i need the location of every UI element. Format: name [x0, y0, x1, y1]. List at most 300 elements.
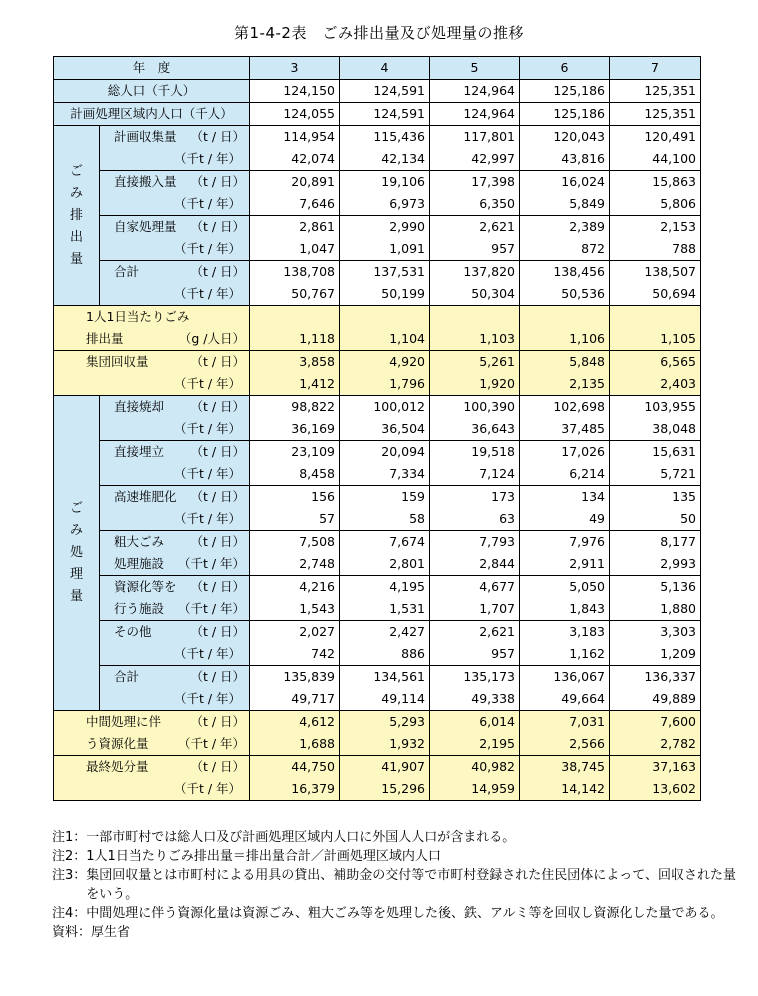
row-name: 集団回収量 — [86, 354, 149, 369]
table-cell: 136,067 — [520, 666, 610, 689]
row-label-cell — [100, 418, 250, 441]
row-unit: （g /人日） — [178, 331, 246, 346]
row-name: 行う施設 — [114, 601, 165, 616]
table-cell: 173 — [430, 486, 520, 509]
table-cell: 42,134 — [340, 148, 430, 171]
table-cell: 125,351 — [610, 80, 701, 103]
table-cell: 7,334 — [340, 463, 430, 486]
row-name: 高速堆肥化 — [114, 489, 177, 504]
table-cell: 7,124 — [430, 463, 520, 486]
row-unit: （t / 日） — [190, 399, 246, 414]
row-name: 直接焼却 — [114, 399, 165, 414]
table-cell: 135 — [610, 486, 701, 509]
table-row — [54, 261, 701, 284]
row-name: 合計 — [114, 669, 140, 684]
group-char: ご — [69, 501, 83, 516]
row-name: 粗大ごみ — [114, 534, 165, 549]
table-cell: 1,412 — [250, 373, 340, 396]
row-label — [104, 598, 245, 620]
table-cell: 3,183 — [520, 621, 610, 644]
row-label-cell — [100, 396, 250, 419]
row-unit: （t / 日） — [190, 579, 246, 594]
note-text: 厚生省 — [91, 925, 131, 940]
table-cell: 1,047 — [250, 238, 340, 261]
row-label — [58, 711, 245, 733]
table-row — [54, 103, 701, 126]
group-char: み — [69, 185, 83, 201]
table-cell: 3,303 — [610, 621, 701, 644]
table-cell: 1,162 — [520, 643, 610, 666]
row-label — [104, 553, 245, 575]
table-cell: 2,993 — [610, 553, 701, 576]
table-cell: 15,863 — [610, 171, 701, 194]
table-cell: 2,844 — [430, 553, 520, 576]
row-unit: （千t / 年） — [173, 646, 242, 661]
row-unit: （千t / 年） — [173, 781, 242, 796]
table-cell: 8,177 — [610, 531, 701, 554]
table-row — [54, 171, 701, 194]
table-row — [54, 441, 701, 464]
table-cell: 44,100 — [610, 148, 701, 171]
group-label — [54, 396, 100, 711]
table-cell: 6,014 — [430, 711, 520, 734]
waste-table — [53, 56, 701, 801]
table-cell: 49 — [520, 508, 610, 531]
table-row — [54, 126, 701, 149]
table-row — [54, 598, 701, 621]
row-unit: （千t / 年） — [173, 241, 242, 256]
row-unit: （t / 日） — [190, 354, 246, 369]
table-cell: 6,214 — [520, 463, 610, 486]
row-label-cell — [54, 733, 250, 756]
row-unit: （t / 日） — [190, 534, 246, 549]
group-char: 量 — [69, 251, 83, 267]
header-row — [54, 57, 701, 80]
table-cell — [430, 306, 520, 329]
note-item — [52, 866, 742, 904]
table-row — [54, 486, 701, 509]
table-cell: 124,964 — [430, 80, 520, 103]
row-name: 自家処理量 — [114, 219, 177, 234]
row-unit: （千t / 年） — [177, 601, 246, 616]
table-cell: 4,677 — [430, 576, 520, 599]
table-cell: 136,337 — [610, 666, 701, 689]
table-cell: 957 — [430, 238, 520, 261]
row-label-cell — [54, 756, 250, 779]
row-label-cell — [100, 531, 250, 554]
table-cell: 1,688 — [250, 733, 340, 756]
table-cell: 134 — [520, 486, 610, 509]
row-label-cell — [54, 711, 250, 734]
table-cell: 138,708 — [250, 261, 340, 284]
table-row — [54, 733, 701, 756]
header-year: 4 — [340, 57, 430, 80]
table-cell: 2,027 — [250, 621, 340, 644]
table-cell: 49,664 — [520, 688, 610, 711]
group-char: み — [69, 523, 83, 538]
table-cell: 156 — [250, 486, 340, 509]
table-cell: 42,074 — [250, 148, 340, 171]
note-text: 1人1日当たりごみ排出量＝排出量合計／計画処理区域内人口 — [86, 849, 441, 864]
table-cell: 37,485 — [520, 418, 610, 441]
table-cell: 125,186 — [520, 103, 610, 126]
table-cell: 135,173 — [430, 666, 520, 689]
table-cell: 8,458 — [250, 463, 340, 486]
table-cell: 43,816 — [520, 148, 610, 171]
row-label-cell — [100, 283, 250, 306]
table-cell — [520, 306, 610, 329]
note-key: 注4： — [52, 906, 87, 921]
table-cell: 100,012 — [340, 396, 430, 419]
note-item — [52, 904, 742, 923]
row-label — [104, 666, 245, 688]
table-cell: 50,767 — [250, 283, 340, 306]
row-name: 直接埋立 — [114, 444, 165, 459]
table-cell: 7,646 — [250, 193, 340, 216]
table-cell: 2,990 — [340, 216, 430, 239]
table-cell: 14,142 — [520, 778, 610, 801]
table-cell: 5,848 — [520, 351, 610, 374]
table-row — [54, 396, 701, 419]
table-cell: 20,891 — [250, 171, 340, 194]
table-cell: 1,843 — [520, 598, 610, 621]
table-cell: 1,531 — [340, 598, 430, 621]
table-cell: 2,566 — [520, 733, 610, 756]
table-row — [54, 306, 701, 329]
row-label — [104, 621, 245, 643]
row-unit: （千t / 年） — [173, 466, 242, 481]
table-cell: 135,839 — [250, 666, 340, 689]
row-label — [104, 531, 245, 553]
note-item — [52, 847, 742, 866]
row-unit: （t / 日） — [190, 489, 246, 504]
row-label — [104, 396, 245, 418]
row-unit: （t / 日） — [190, 624, 246, 639]
table-cell: 6,973 — [340, 193, 430, 216]
table-cell: 41,907 — [340, 756, 430, 779]
table-cell: 5,806 — [610, 193, 701, 216]
row-label-cell — [100, 666, 250, 689]
note-item — [52, 828, 742, 847]
table-row — [54, 553, 701, 576]
table-cell: 2,861 — [250, 216, 340, 239]
row-label — [104, 171, 245, 193]
table-cell: 137,531 — [340, 261, 430, 284]
row-unit: （千t / 年） — [177, 556, 246, 571]
row-label-cell — [100, 643, 250, 666]
row-label-cell — [54, 328, 250, 351]
table-cell: 7,793 — [430, 531, 520, 554]
row-label-cell — [100, 576, 250, 599]
row-name: その他 — [114, 624, 152, 639]
row-unit: （t / 日） — [190, 669, 246, 684]
table-cell — [250, 306, 340, 329]
table-cell: 42,997 — [430, 148, 520, 171]
table-cell: 15,631 — [610, 441, 701, 464]
row-label-cell — [100, 193, 250, 216]
table-cell: 57 — [250, 508, 340, 531]
note-key: 注1： — [52, 830, 87, 845]
table-cell: 2,801 — [340, 553, 430, 576]
row-label-cell — [100, 508, 250, 531]
table-row — [54, 418, 701, 441]
row-label — [58, 756, 245, 778]
table-cell: 2,782 — [610, 733, 701, 756]
table-row — [54, 80, 701, 103]
row-label — [104, 441, 245, 463]
table-cell: 134,561 — [340, 666, 430, 689]
table-cell: 37,163 — [610, 756, 701, 779]
table-cell: 17,398 — [430, 171, 520, 194]
table-row — [54, 283, 701, 306]
row-unit: （千t / 年） — [173, 421, 242, 436]
note-text: 一部市町村では総人口及び計画処理区域内人口に外国人人口が含まれる。 — [86, 830, 516, 845]
table-row — [54, 193, 701, 216]
table-cell: 58 — [340, 508, 430, 531]
table-cell: 1,707 — [430, 598, 520, 621]
table-cell: 19,518 — [430, 441, 520, 464]
group-char: 量 — [69, 589, 83, 604]
table-cell: 2,153 — [610, 216, 701, 239]
table-cell: 102,698 — [520, 396, 610, 419]
row-name: 処理施設 — [114, 556, 165, 571]
table-cell: 2,911 — [520, 553, 610, 576]
table-cell: 2,403 — [610, 373, 701, 396]
table-cell: 103,955 — [610, 396, 701, 419]
group-char: 処 — [69, 545, 83, 560]
row-unit: （t / 日） — [190, 444, 246, 459]
table-cell: 5,050 — [520, 576, 610, 599]
table-cell: 742 — [250, 643, 340, 666]
table-cell: 40,982 — [430, 756, 520, 779]
note-key: 注3： — [52, 868, 87, 883]
row-label-cell — [54, 778, 250, 801]
table-title: 第1-4-2表 ごみ排出量及び処理量の推移 — [234, 24, 524, 42]
table-cell: 125,186 — [520, 80, 610, 103]
row-label — [104, 576, 245, 598]
table-cell: 7,976 — [520, 531, 610, 554]
table-cell: 4,216 — [250, 576, 340, 599]
table-cell: 38,048 — [610, 418, 701, 441]
row-name: 資源化等を — [114, 579, 177, 594]
row-unit: （t / 日） — [190, 174, 246, 189]
table-cell: 19,106 — [340, 171, 430, 194]
row-label — [104, 261, 245, 283]
table-row — [54, 328, 701, 351]
table-row — [54, 148, 701, 171]
table-cell: 2,621 — [430, 216, 520, 239]
notes — [52, 828, 742, 942]
table-cell: 44,750 — [250, 756, 340, 779]
header-year: 6 — [520, 57, 610, 80]
table-cell: 14,959 — [430, 778, 520, 801]
row-name: 直接搬入量 — [114, 174, 177, 189]
table-cell: 2,195 — [430, 733, 520, 756]
table-row — [54, 621, 701, 644]
row-label-cell — [100, 441, 250, 464]
row-name: う資源化量 — [86, 736, 149, 751]
table-cell: 159 — [340, 486, 430, 509]
table-cell: 50,304 — [430, 283, 520, 306]
table-cell: 63 — [430, 508, 520, 531]
row-unit: （千t / 年） — [173, 691, 242, 706]
table-cell: 16,024 — [520, 171, 610, 194]
table-cell: 4,195 — [340, 576, 430, 599]
note-text: 集団回収量とは市町村による用具の貸出、補助金の交付等で市町村登録された住民団体によって、回収された量をいう。 — [86, 868, 737, 902]
note-text: 中間処理に伴う資源化量は資源ごみ、粗大ごみ等を処理した後、鉄、アルミ等を回収し資源化した量である。 — [86, 906, 724, 921]
table-row — [54, 373, 701, 396]
table-cell: 5,261 — [430, 351, 520, 374]
header-year: 3 — [250, 57, 340, 80]
table-cell: 100,390 — [430, 396, 520, 419]
table-cell: 36,504 — [340, 418, 430, 441]
table-cell: 1,920 — [430, 373, 520, 396]
row-label-cell — [100, 171, 250, 194]
table-row — [54, 643, 701, 666]
row-label — [58, 733, 245, 755]
header-year: 7 — [610, 57, 701, 80]
table-cell: 1,932 — [340, 733, 430, 756]
row-label-cell — [100, 216, 250, 239]
group-char: 理 — [69, 567, 83, 582]
table-cell: 1,091 — [340, 238, 430, 261]
table-row — [54, 463, 701, 486]
table-cell: 17,026 — [520, 441, 610, 464]
table-cell: 49,338 — [430, 688, 520, 711]
table-row — [54, 351, 701, 374]
row-label-cell — [100, 463, 250, 486]
row-unit: （千t / 年） — [173, 196, 242, 211]
table-cell: 13,602 — [610, 778, 701, 801]
table-cell: 50 — [610, 508, 701, 531]
row-name: 中間処理に伴 — [86, 714, 162, 729]
table-cell: 1,104 — [340, 328, 430, 351]
table-row — [54, 688, 701, 711]
row-label-cell — [100, 238, 250, 261]
row-label — [104, 126, 245, 148]
table-cell: 3,858 — [250, 351, 340, 374]
table-cell: 120,043 — [520, 126, 610, 149]
table-cell: 2,135 — [520, 373, 610, 396]
row-label: 総人口（千人） — [54, 80, 250, 103]
table-cell: 7,508 — [250, 531, 340, 554]
table-cell: 36,169 — [250, 418, 340, 441]
table-cell: 50,694 — [610, 283, 701, 306]
table-row — [54, 531, 701, 554]
row-label-cell — [100, 598, 250, 621]
group-char: 排 — [69, 207, 83, 223]
table-cell: 49,114 — [340, 688, 430, 711]
table-cell: 49,889 — [610, 688, 701, 711]
table-cell: 115,436 — [340, 126, 430, 149]
row-unit: （千t / 年） — [173, 511, 242, 526]
note-key: 資料： — [52, 925, 92, 940]
table-cell: 114,954 — [250, 126, 340, 149]
row-name: 計画収集量 — [114, 129, 177, 144]
row-label — [104, 216, 245, 238]
table-cell: 124,055 — [250, 103, 340, 126]
table-cell: 886 — [340, 643, 430, 666]
table-cell: 1,880 — [610, 598, 701, 621]
table-cell: 2,621 — [430, 621, 520, 644]
table-cell: 1,106 — [520, 328, 610, 351]
row-unit: （千t / 年） — [173, 376, 242, 391]
table-row — [54, 216, 701, 239]
table-cell: 7,031 — [520, 711, 610, 734]
row-label — [58, 328, 245, 350]
table-cell: 1,103 — [430, 328, 520, 351]
table-cell: 1,105 — [610, 328, 701, 351]
table-cell: 49,717 — [250, 688, 340, 711]
table-cell: 38,745 — [520, 756, 610, 779]
table-cell: 6,350 — [430, 193, 520, 216]
table-cell: 124,150 — [250, 80, 340, 103]
table-cell — [610, 306, 701, 329]
row-unit: （t / 日） — [190, 219, 246, 234]
table-cell: 1,796 — [340, 373, 430, 396]
row-unit: （t / 日） — [190, 129, 246, 144]
table-cell: 15,296 — [340, 778, 430, 801]
table-cell: 2,427 — [340, 621, 430, 644]
row-label-cell — [54, 373, 250, 396]
row-label-cell — [54, 306, 250, 329]
table-row — [54, 576, 701, 599]
row-label-cell — [100, 553, 250, 576]
row-unit: （千t / 年） — [173, 286, 242, 301]
row-name: 1人1日当たりごみ — [86, 309, 190, 324]
row-label-cell — [100, 261, 250, 284]
row-label-cell — [100, 148, 250, 171]
group-char: 出 — [69, 229, 83, 245]
table-cell: 16,379 — [250, 778, 340, 801]
table-cell: 4,920 — [340, 351, 430, 374]
note-item — [52, 923, 742, 942]
header-label: 年 度 — [54, 57, 250, 80]
table-cell: 23,109 — [250, 441, 340, 464]
table-row — [54, 711, 701, 734]
row-name: 最終処分量 — [86, 759, 149, 774]
table-cell: 5,293 — [340, 711, 430, 734]
group-label — [54, 126, 100, 306]
table-cell: 2,389 — [520, 216, 610, 239]
table-cell: 1,209 — [610, 643, 701, 666]
table-cell: 138,456 — [520, 261, 610, 284]
table-row — [54, 666, 701, 689]
row-label — [58, 351, 245, 373]
table-cell: 124,591 — [340, 80, 430, 103]
table-row — [54, 756, 701, 779]
table-cell: 36,643 — [430, 418, 520, 441]
table-cell: 125,351 — [610, 103, 701, 126]
row-name: 合計 — [114, 264, 140, 279]
table-row — [54, 778, 701, 801]
table-cell: 124,964 — [430, 103, 520, 126]
table-cell: 138,507 — [610, 261, 701, 284]
table-cell: 124,591 — [340, 103, 430, 126]
table-cell: 50,536 — [520, 283, 610, 306]
table-cell: 5,136 — [610, 576, 701, 599]
row-label — [104, 486, 245, 508]
table-cell: 20,094 — [340, 441, 430, 464]
table-cell: 117,801 — [430, 126, 520, 149]
table-cell: 1,543 — [250, 598, 340, 621]
row-label-cell — [100, 486, 250, 509]
table-cell: 137,820 — [430, 261, 520, 284]
header-year: 5 — [430, 57, 520, 80]
table-cell: 50,199 — [340, 283, 430, 306]
table-row — [54, 508, 701, 531]
row-unit: （t / 日） — [190, 759, 246, 774]
